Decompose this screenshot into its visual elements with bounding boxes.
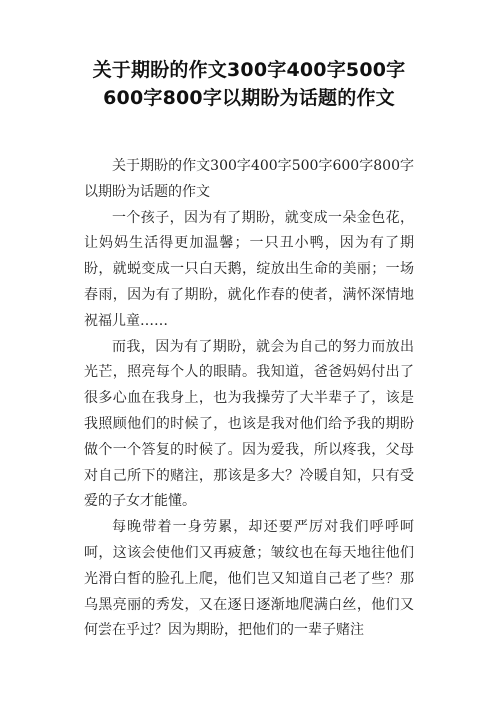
- document-body: [84, 154, 414, 644]
- title-line-2: 600字800字以期盼为话题的作文: [103, 87, 395, 109]
- paragraph-heading: 关于期盼的作文300字400字500字600字800字以期盼为话题的作文: [84, 158, 414, 200]
- paragraph-2: 而我，因为有了期盼，就会为自己的努力而放出光芒，照亮每个人的眼睛。我知道，爸爸妈妈付出了很多心血在我身上，也为我操劳了大半辈子了，该是我照顾他们的时候了，也该是我对他们给予我的期盼做个一个答复的时候了。因为爱我，所以疼我，父母对自己所下的赌注，那该是多大？冷暖自知，只有受爱的子女才能懂。: [84, 338, 414, 510]
- document-title: [84, 56, 414, 112]
- title-line-1: 关于期盼的作文300字400字500字: [92, 59, 406, 81]
- paragraph-1: 一个孩子，因为有了期盼，就变成一朵金色花，让妈妈生活得更加温馨；一只丑小鸭，因为有了期盼，就蜕变成一只白天鹅，绽放出生命的美丽；一场春雨，因为有了期盼，就化作春的使者，满怀深情地祝福儿童……: [84, 209, 414, 329]
- paragraph-3: 每晚带着一身劳累，却还要严厉对我们呼呼呵呵，这该会使他们又再疲惫；皱纹也在每天地往他们光滑白皙的脸孔上爬，他们岂又知道自己老了些？那乌黑亮丽的秀发，又在逐日逐渐地爬满白丝，他们又何尝在乎过？因为期盼，把他们的一辈子赌注: [84, 519, 414, 639]
